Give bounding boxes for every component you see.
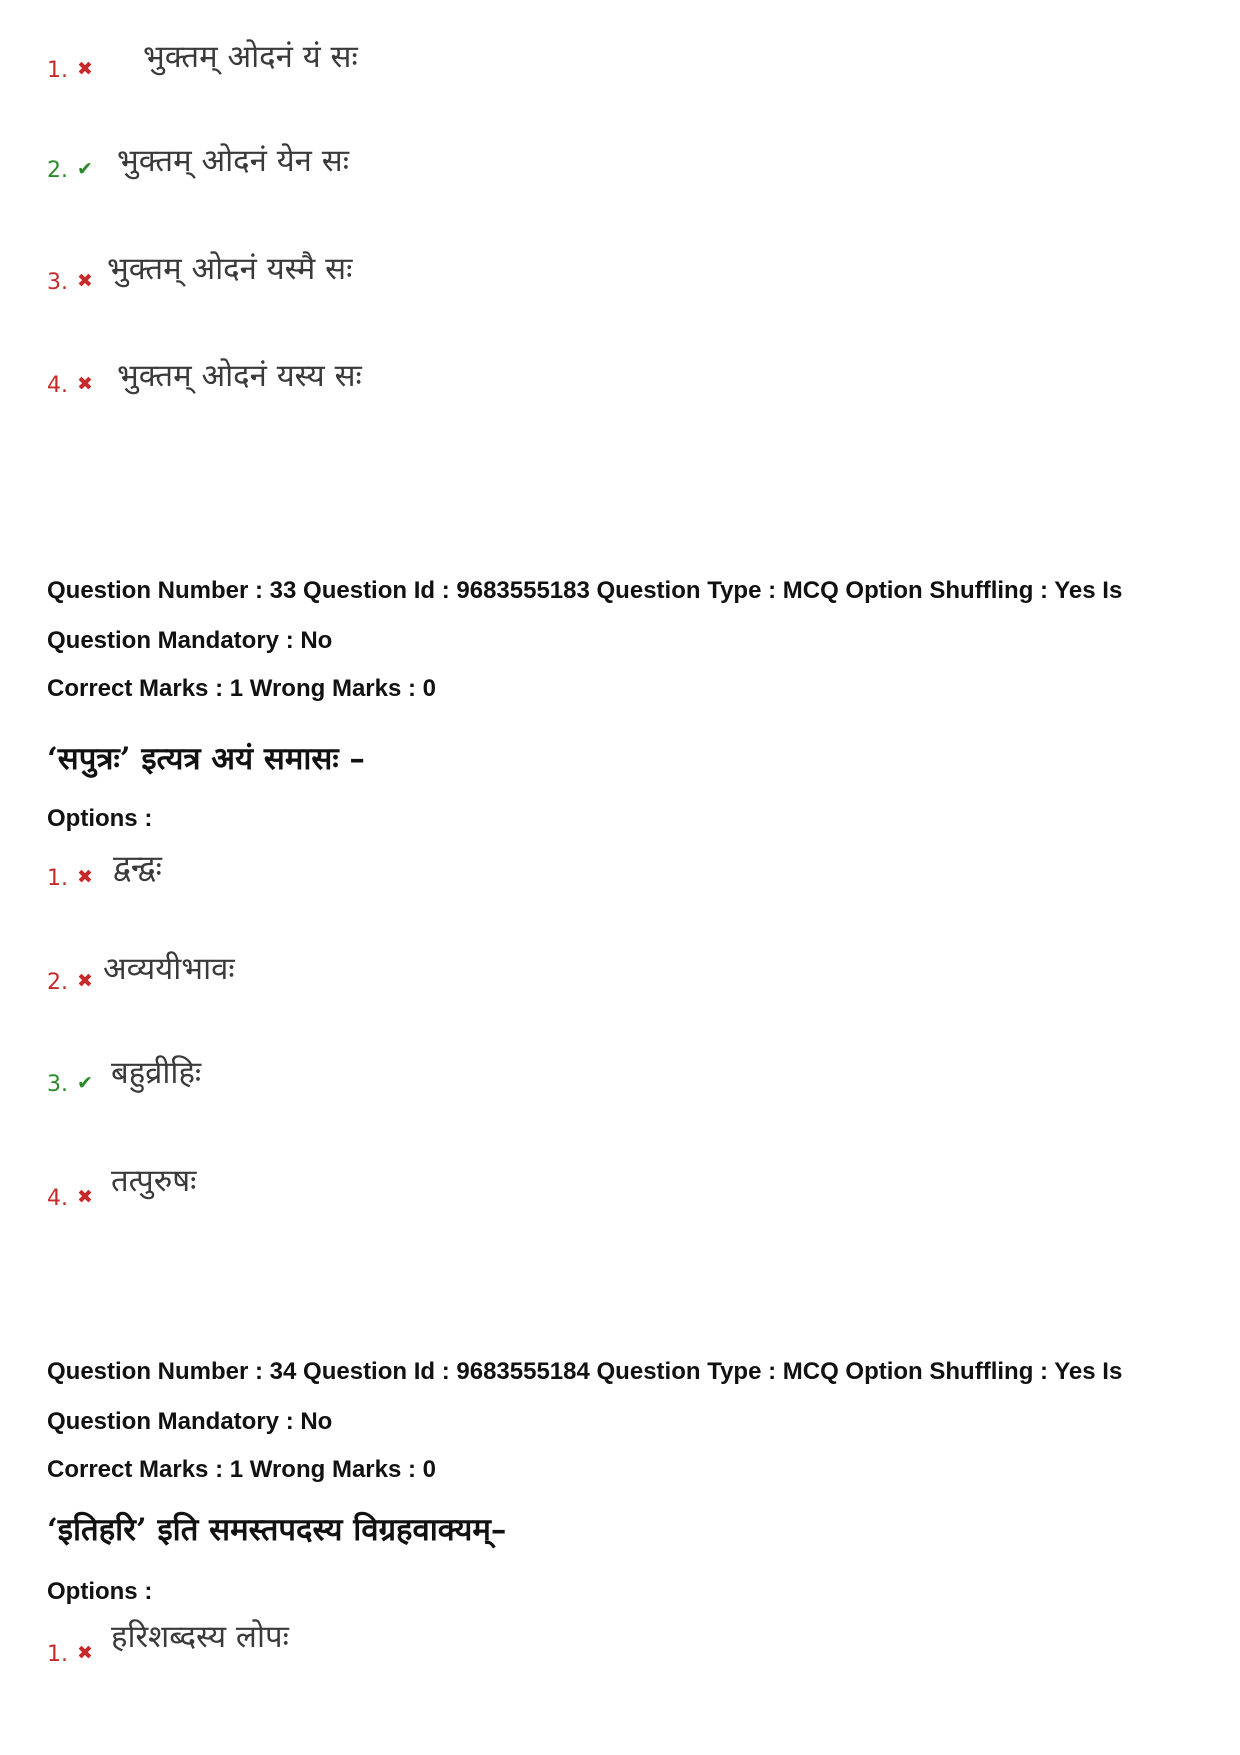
options-label: Options : xyxy=(47,1578,153,1605)
cross-icon: ✖ xyxy=(77,1186,93,1208)
question-meta xyxy=(47,566,1207,666)
cross-icon: ✖ xyxy=(77,970,93,992)
option-number: 1. xyxy=(47,58,68,83)
option-text: तत्पुरुषः xyxy=(111,1163,197,1199)
marks-line: Correct Marks : 1 Wrong Marks : 0 xyxy=(47,675,437,702)
option-number: 2. xyxy=(47,158,68,183)
option-number: 1. xyxy=(47,1642,68,1667)
option-text: भुक्तम् ओदनं यस्मै सः xyxy=(107,251,353,287)
option-text: भुक्तम् ओदनं यस्य सः xyxy=(117,358,362,394)
question-meta-line: Question Number : 34 Question Id : 9683555184 Question Type : MCQ Option Shuffling : Yes Is xyxy=(47,1358,1123,1385)
option-text: भुक्तम् ओदनं यं सः xyxy=(143,39,358,75)
question-meta-line: Question Mandatory : No xyxy=(47,1408,333,1435)
cross-icon: ✖ xyxy=(77,866,93,888)
option-number: 4. xyxy=(47,373,68,398)
cross-icon: ✖ xyxy=(77,270,93,292)
cross-icon: ✖ xyxy=(77,58,93,80)
option-text: अव्ययीभावः xyxy=(103,951,235,987)
cross-icon: ✖ xyxy=(77,1642,93,1664)
option-number: 3. xyxy=(47,270,68,295)
check-icon: ✔ xyxy=(77,158,93,180)
question-meta-line: Question Number : 33 Question Id : 9683555183 Question Type : MCQ Option Shuffling : Yes Is xyxy=(47,577,1123,604)
options-label: Options : xyxy=(47,805,153,832)
option-number: 4. xyxy=(47,1186,68,1211)
check-icon: ✔ xyxy=(77,1072,93,1094)
option-number: 1. xyxy=(47,866,68,891)
option-number: 3. xyxy=(47,1072,68,1097)
option-number: 2. xyxy=(47,970,68,995)
option-text: भुक्तम् ओदनं येन सः xyxy=(117,143,349,179)
option-text: हरिशब्दस्य लोपः xyxy=(111,1619,289,1655)
option-text: द्वन्द्वः xyxy=(113,849,162,885)
question-text: ‘सपुत्रः’ इत्यत्र अयं समासः – xyxy=(47,741,365,777)
cross-icon: ✖ xyxy=(77,373,93,395)
question-meta xyxy=(47,1347,1207,1447)
marks-line: Correct Marks : 1 Wrong Marks : 0 xyxy=(47,1456,437,1483)
option-text: बहुव्रीहिः xyxy=(111,1055,202,1091)
question-text: ‘इतिहरि’ इति समस्तपदस्य विग्रहवाक्यम्– xyxy=(47,1512,507,1548)
question-meta-line: Question Mandatory : No xyxy=(47,627,333,654)
